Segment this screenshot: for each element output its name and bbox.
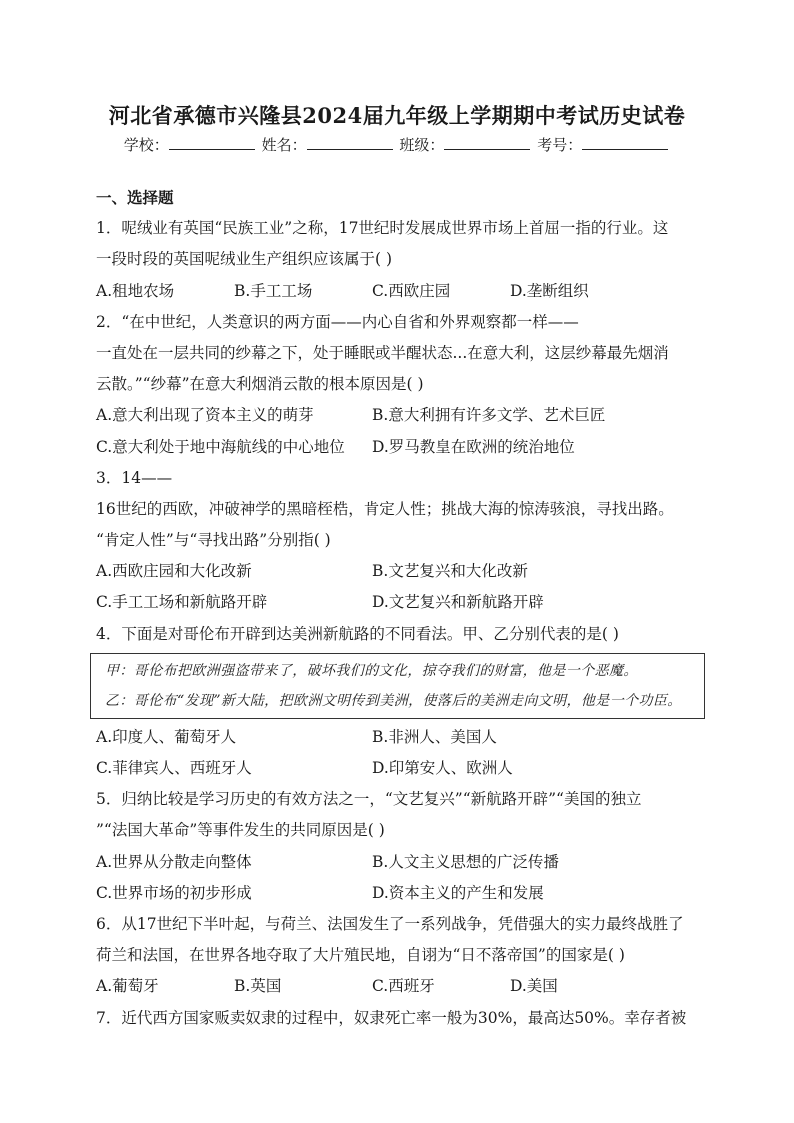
question-3-line-3: “肯定人性”与“寻找出路”分别指( ) <box>96 531 331 550</box>
question-7-line-1: 7．近代西方国家贩卖奴隶的过程中，奴隶死亡率一般为30%，最高达50%。幸存者被 <box>96 1008 687 1027</box>
q3-option-b[interactable]: B.文艺复兴和大化改新 <box>372 562 528 581</box>
question-4-line-1: 4．下面是对哥伦布开辟到达美洲新航路的不同看法。甲、乙分别代表的是( ) <box>96 624 619 643</box>
name-label: 姓名： <box>261 136 307 154</box>
question-3-line-2: 16世纪的西欧，冲破神学的黑暗桎梏，肯定人性；挑战大海的惊涛骇浪，寻找出路。 <box>96 499 674 518</box>
question-2-line-3: 云散。”“纱幕”在意大利烟消云散的根本原因是( ) <box>96 375 424 394</box>
q6-option-b[interactable]: B.英国 <box>234 977 282 996</box>
q5-option-b[interactable]: B.人文主义思想的广泛传播 <box>372 852 559 871</box>
question-5-options-row-1 <box>96 847 701 878</box>
question-1-options <box>96 276 701 307</box>
q2-option-c[interactable]: C.意大利处于地中海航线的中心地位 <box>96 437 345 456</box>
q4-option-b[interactable]: B.非洲人、美国人 <box>372 727 497 746</box>
q4-option-d[interactable]: D.印第安人、欧洲人 <box>372 759 513 777</box>
quote-yi: 乙：哥伦布“发现”新大陆，把欧洲文明传到美洲，使落后的美洲走向文明，他是一个功臣。 <box>105 692 682 709</box>
q6-option-d[interactable]: D.美国 <box>510 977 558 996</box>
class-label: 班级： <box>399 136 445 154</box>
school-blank[interactable] <box>169 135 255 150</box>
q4-option-a[interactable]: A.印度人、葡萄牙人 <box>96 727 237 746</box>
q1-option-a[interactable]: A.租地农场 <box>96 281 175 300</box>
section-heading: 一、选择题 <box>96 188 174 207</box>
q5-option-d[interactable]: D.资本主义的产生和发展 <box>372 883 544 902</box>
question-4-options-row-2 <box>96 753 701 784</box>
page-title: 河北省承德市兴隆县2024届九年级上学期期中考试历史试卷 <box>108 103 686 128</box>
quote-jia: 甲：哥伦布把欧洲强盗带来了，破坏我们的文化，掠夺我们的财富，他是一个恶魔。 <box>105 662 638 679</box>
question-1-line-2: 一段时段的英国呢绒业生产组织应该属于( ) <box>96 250 393 269</box>
q3-option-c[interactable]: C.手工工场和新航路开辟 <box>96 593 268 612</box>
q2-option-a[interactable]: A.意大利出现了资本主义的萌芽 <box>96 406 314 425</box>
q5-option-c[interactable]: C.世界市场的初步形成 <box>96 883 252 902</box>
question-6-options <box>96 971 701 1002</box>
question-2-line-2: 一直处在一层共同的纱幕之下，处于睡眠或半醒状态...在意大利，这层纱幕最先烟消 <box>96 343 669 362</box>
question-2-options-row-1 <box>96 400 701 431</box>
q2-option-d[interactable]: D.罗马教皇在欧洲的统治地位 <box>372 437 575 456</box>
q3-option-d[interactable]: D.文艺复兴和新航路开辟 <box>372 593 544 612</box>
q5-option-a[interactable]: A.世界从分散走向整体 <box>96 852 252 871</box>
question-4-quote-box <box>90 653 705 719</box>
q3-option-a[interactable]: A.西欧庄园和大化改新 <box>96 562 252 581</box>
q1-option-b[interactable]: B.手工工场 <box>234 281 313 300</box>
question-3-line-1: 3．14—— <box>96 468 173 487</box>
question-5-line-2: ”“法国大革命”等事件发生的共同原因是( ) <box>96 821 385 840</box>
number-label: 考号： <box>537 136 583 154</box>
question-1-line-1: 1．呢绒业有英国“民族工业”之称，17世纪时发展成世界市场上首屈一指的行业。这 <box>96 219 669 238</box>
number-blank[interactable] <box>582 135 668 150</box>
question-5-options-row-2 <box>96 878 701 909</box>
q1-option-c[interactable]: C.西欧庄园 <box>372 281 451 300</box>
question-3-options-row-2 <box>96 587 701 618</box>
question-2-line-1: 2．“在中世纪，人类意识的两方面——内心自省和外界观察都一样—— <box>96 312 579 331</box>
question-6-line-2: 荷兰和法国，在世界各地夺取了大片殖民地，自诩为“日不落帝国”的国家是( ) <box>96 946 625 965</box>
q2-option-b[interactable]: B.意大利拥有许多文学、艺术巨匠 <box>372 406 606 425</box>
q4-option-c[interactable]: C.菲律宾人、西班牙人 <box>96 759 252 777</box>
student-info-row <box>0 133 794 157</box>
school-label: 学校： <box>123 136 169 154</box>
q6-option-c[interactable]: C.西班牙 <box>372 977 435 996</box>
class-blank[interactable] <box>444 135 530 150</box>
question-4-options-row-1 <box>96 722 701 753</box>
name-blank[interactable] <box>307 135 393 150</box>
questions <box>96 182 701 1034</box>
q1-option-d[interactable]: D.垄断组织 <box>510 281 589 300</box>
question-2-options-row-2 <box>96 432 701 463</box>
question-3-options-row-1 <box>96 556 701 587</box>
q6-option-a[interactable]: A.葡萄牙 <box>96 977 159 996</box>
question-6-line-1: 6．从17世纪下半叶起，与荷兰、法国发生了一系列战争，凭借强大的实力最终战胜了 <box>96 914 684 933</box>
question-5-line-1: 5．归纳比较是学习历史的有效方法之一，“文艺复兴”“新航路开辟”“美国的独立 <box>96 790 642 809</box>
